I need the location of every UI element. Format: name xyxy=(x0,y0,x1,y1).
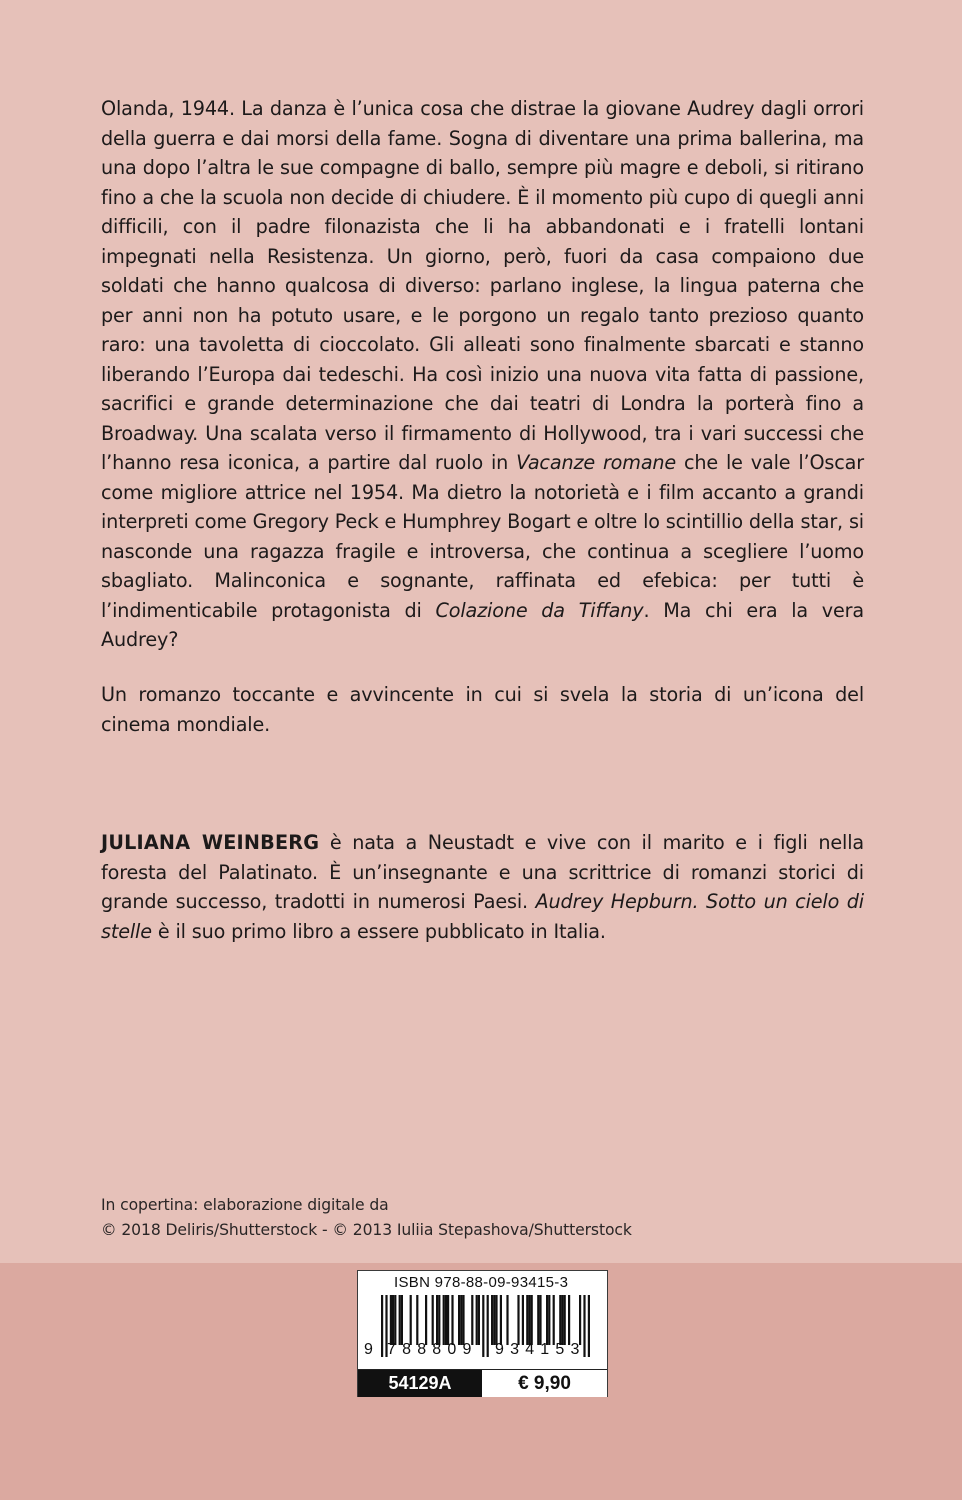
barcode-bar xyxy=(432,1295,434,1345)
barcode-bar xyxy=(495,1295,497,1345)
cover-credits xyxy=(101,1193,632,1243)
author-name: JULIANA WEINBERG xyxy=(101,831,320,854)
barcode-bar xyxy=(548,1295,550,1345)
barcode-bar xyxy=(443,1295,445,1345)
barcode-bar xyxy=(564,1295,566,1345)
barcode-bar xyxy=(528,1295,530,1345)
tagline xyxy=(101,680,864,739)
barcode-bar xyxy=(401,1295,403,1345)
barcode-bar xyxy=(559,1295,561,1345)
tagline-paragraph: Un romanzo toccante e avvincente in cui si svela la storia di un’icona del cinema mondiale. xyxy=(101,683,864,736)
synopsis-text-part-3: . Ma chi era la vera Audrey? xyxy=(101,598,865,651)
barcode-bar xyxy=(579,1295,581,1345)
film-title-vacanze-romane: Vacanze romane xyxy=(516,451,677,474)
barcode-bar xyxy=(568,1295,570,1345)
ean-right-digits: 934153 xyxy=(495,1341,586,1358)
barcode-bar xyxy=(561,1295,563,1345)
barcode-bar xyxy=(390,1295,392,1345)
bio-text-part-1: è nata a Neustadt e vive con il marito e i figli nella foresta del Palatinato. È un’insegnante e una scrittrice di romanzi storici di grande successo, tradotti in numerosi Paesi. xyxy=(101,831,864,913)
barcode-bar xyxy=(425,1295,427,1345)
barcode-bar xyxy=(493,1295,495,1345)
barcode-bar xyxy=(522,1295,524,1345)
barcode-bar xyxy=(526,1295,528,1345)
barcode-bar xyxy=(506,1295,508,1345)
isbn-text: ISBN 978-88-09-93415-3 xyxy=(394,1274,569,1291)
barcode-bar xyxy=(447,1295,449,1345)
barcode-bar xyxy=(451,1295,453,1345)
barcode-bar xyxy=(460,1295,462,1345)
barcode-bar xyxy=(482,1295,484,1357)
barcode-bar xyxy=(478,1295,480,1345)
barcode-bar xyxy=(517,1295,519,1345)
author-bio-paragraph xyxy=(101,828,864,946)
barcode-bar xyxy=(436,1295,438,1345)
product-code: 54129A xyxy=(358,1370,482,1397)
bio-text-part-2: è il suo primo libro a essere pubblicato in Italia. xyxy=(151,919,606,943)
barcode-bar xyxy=(553,1295,555,1345)
barcode-bar xyxy=(487,1295,489,1357)
credits-line-2: © 2018 Deliris/Shutterstock - © 2013 Iuliia Stepashova/Shutterstock xyxy=(101,1221,632,1239)
author-bio xyxy=(101,828,864,946)
barcode-bar xyxy=(458,1295,460,1345)
barcode-bar xyxy=(394,1295,396,1345)
barcode-bar xyxy=(531,1295,533,1345)
barcode-bar xyxy=(546,1295,548,1345)
barcode-bar xyxy=(410,1295,412,1345)
barcode-bar xyxy=(588,1295,590,1357)
film-title-colazione-da-tiffany: Colazione da Tiffany xyxy=(435,598,644,622)
barcode-bar xyxy=(539,1295,541,1345)
barcode-bar xyxy=(471,1295,473,1345)
price: € 9,90 xyxy=(482,1370,607,1397)
barcode-bar xyxy=(438,1295,440,1345)
barcode-bar xyxy=(491,1295,493,1345)
barcode-bar xyxy=(399,1295,401,1345)
ean-left-digits: 788809 xyxy=(387,1341,478,1358)
credits-line-1: In copertina: elaborazione digitale da xyxy=(101,1196,389,1214)
barcode-label xyxy=(357,1270,608,1397)
price-row xyxy=(358,1369,607,1397)
barcode-bar xyxy=(500,1295,502,1345)
ean-lead-digit: 9 xyxy=(364,1341,373,1358)
synopsis xyxy=(101,94,864,655)
synopsis-text-part-2: che le vale l’Oscar come migliore attrice nel 1954. Ma dietro la notorietà e i film accanto a grandi interpreti come Gregory Peck e Humphrey Bogart e oltre lo scintillio della star, si nasconde una ragazza fragile e introversa, che continua a scegliere l’uomo sbagliato. Malinconica e sognante, raffinata ed efebica: per tutti è l’indimenticabile protagonista di xyxy=(101,451,864,622)
barcode-bar xyxy=(445,1295,447,1345)
barcode-bar xyxy=(392,1295,394,1345)
barcode-bar xyxy=(416,1295,418,1345)
barcode-bar xyxy=(462,1295,464,1345)
barcode-bar xyxy=(476,1295,478,1345)
barcode-bar xyxy=(381,1295,383,1357)
barcode-bar xyxy=(537,1295,539,1345)
book-title: Audrey Hepburn. Sotto un cielo di stelle xyxy=(101,890,864,943)
synopsis-text-part-1: Olanda, 1944. La danza è l’unica cosa che distrae la giovane Audrey dagli orrori della guerra e dai morsi della fame. Sogna di diventare una prima ballerina, ma una dopo l’altra le sue compagne di ballo, sempre più magre e deboli, si ritirano fino a che la scuola non decide di chiudere. È il momento più cupo di quegli anni difficili, con il padre filonazista che li ha abbandonati e i fratelli lontani impegnati nella Resistenza. Un giorno, però, fuori da casa compaiono due soldati che hanno qualcosa di diverso: parlano inglese, la lingua paterna che per anni non ha potuto usare, e le porgono un regalo tanto prezioso quanto raro: una tavoletta di cioccolato. Gli alleati sono finalmente sbarcati e stanno liberando l’Europa dai tedeschi. Ha così inizio una nuova vita fatta di passione, sacrifici e grande determinazione che dai teatri di Londra la porterà fino a Broadway. Una scalata verso il firmamento di Hollywood, tra i vari successi che l’hanno resa iconica, a partire dal ruolo in xyxy=(101,97,864,474)
synopsis-paragraph xyxy=(101,94,864,655)
